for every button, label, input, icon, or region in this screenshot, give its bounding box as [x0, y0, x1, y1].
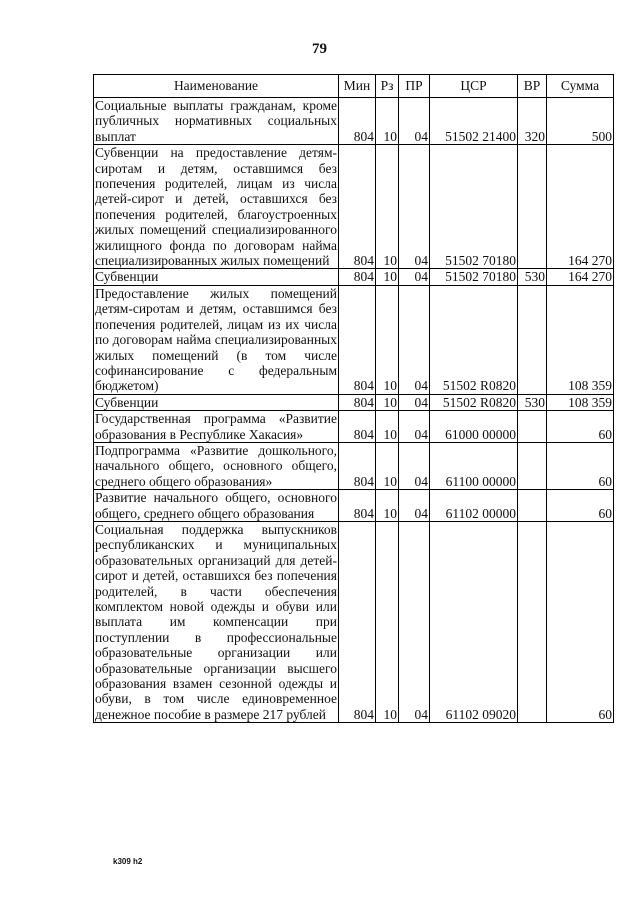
table-row — [94, 145, 614, 269]
row-sum: 164 270 — [547, 145, 614, 269]
row-csr: 51502 70180 — [430, 269, 518, 285]
column-header-csr: ЦСР — [430, 75, 518, 98]
row-csr: 61102 09020 — [430, 521, 518, 722]
table-row — [94, 394, 614, 410]
row-pr: 04 — [399, 411, 430, 443]
row-name: Предоставление жилых помещений детям-сиротам и детям, оставшимся без попечения родителей, лицам из их числа по договорам найма специализированных жилых помещений (в том числе софинансирование с федеральным бюджетом) — [95, 285, 337, 394]
table-row — [94, 285, 614, 394]
row-pr: 04 — [399, 269, 430, 285]
row-csr: 61000 00000 — [430, 411, 518, 443]
footer-code: k309 h2 — [113, 857, 143, 866]
table-row — [94, 98, 614, 145]
row-name: Социальные выплаты гражданам, кроме публичных нормативных социальных выплат — [95, 98, 337, 144]
column-header-min: Мин — [339, 75, 376, 98]
row-csr: 61100 00000 — [430, 442, 518, 489]
row-sum: 60 — [547, 521, 614, 722]
row-sum: 108 359 — [547, 394, 614, 410]
table-row — [94, 269, 614, 285]
row-csr: 51502 R0820 — [430, 285, 518, 394]
row-vr — [518, 490, 547, 522]
row-rz: 10 — [376, 521, 399, 722]
page-number: 79 — [312, 41, 327, 57]
table-row — [94, 411, 614, 443]
row-min: 804 — [339, 145, 376, 269]
row-rz: 10 — [376, 442, 399, 489]
column-header-pr: ПР — [399, 75, 430, 98]
row-min: 804 — [339, 442, 376, 489]
row-vr — [518, 285, 547, 394]
table-row — [94, 442, 614, 489]
row-min: 804 — [339, 98, 376, 145]
row-min: 804 — [339, 490, 376, 522]
column-header-name: Наименование — [94, 75, 339, 98]
table-header-row — [94, 75, 614, 98]
row-sum: 60 — [547, 442, 614, 489]
row-name: Государственная программа «Развитие образования в Республике Хакасия» — [95, 411, 337, 442]
row-name: Развитие начального общего, основного общего, среднего общего образования — [95, 490, 337, 521]
row-vr: 530 — [518, 394, 547, 410]
column-header-rz: Рз — [376, 75, 399, 98]
row-name: Субвенции — [94, 269, 339, 285]
row-min: 804 — [339, 285, 376, 394]
row-vr: 530 — [518, 269, 547, 285]
row-rz: 10 — [376, 98, 399, 145]
row-sum: 60 — [547, 490, 614, 522]
row-vr: 320 — [518, 98, 547, 145]
row-pr: 04 — [399, 442, 430, 489]
row-min: 804 — [339, 411, 376, 443]
row-csr: 51502 70180 — [430, 145, 518, 269]
row-sum: 164 270 — [547, 269, 614, 285]
row-sum: 500 — [547, 98, 614, 145]
row-rz: 10 — [376, 411, 399, 443]
row-min: 804 — [339, 521, 376, 722]
budget-table — [93, 74, 614, 723]
row-rz: 10 — [376, 285, 399, 394]
row-pr: 04 — [399, 394, 430, 410]
row-name: Социальная поддержка выпускников республиканских и муниципальных образовательных организаций для детей-сирот и детей, оставшихся без попечения родителей, в части обеспечения комплектом новой одежды и обуви или выплата им компенсации при поступлении в профессиональные образовательные организации или образовательные организации высшего образования взамен сезонной одежды и обуви, в том числе единовременное денежное пособие в размере 217 рублей — [95, 521, 337, 722]
row-rz: 10 — [376, 394, 399, 410]
row-pr: 04 — [399, 145, 430, 269]
row-sum: 60 — [547, 411, 614, 443]
row-name: Субвенции на предоставление детям-сиротам и детям, оставшимся без попечения родителей, лицам из числа детей-сирот и детей, оставшихся без попечения родителей, благоустроенных жилых помещений специализированного жилищного фонда по договорам найма специализированных жилых помещений — [95, 145, 337, 269]
table-row — [94, 521, 614, 722]
column-header-sum: Сумма — [547, 75, 614, 98]
row-vr — [518, 145, 547, 269]
row-pr: 04 — [399, 98, 430, 145]
row-csr: 61102 00000 — [430, 490, 518, 522]
table-row — [94, 490, 614, 522]
row-pr: 04 — [399, 521, 430, 722]
row-min: 804 — [339, 394, 376, 410]
row-csr: 51502 21400 — [430, 98, 518, 145]
row-vr — [518, 521, 547, 722]
column-header-vr: ВР — [518, 75, 547, 98]
row-rz: 10 — [376, 490, 399, 522]
row-pr: 04 — [399, 490, 430, 522]
row-rz: 10 — [376, 269, 399, 285]
row-rz: 10 — [376, 145, 399, 269]
row-name: Субвенции — [94, 394, 339, 410]
row-csr: 51502 R0820 — [430, 394, 518, 410]
row-pr: 04 — [399, 285, 430, 394]
row-vr — [518, 442, 547, 489]
row-min: 804 — [339, 269, 376, 285]
row-name: Подпрограмма «Развитие дошкольного, начального общего, основного общего, среднего общего образования» — [95, 442, 337, 489]
row-sum: 108 359 — [547, 285, 614, 394]
row-vr — [518, 411, 547, 443]
